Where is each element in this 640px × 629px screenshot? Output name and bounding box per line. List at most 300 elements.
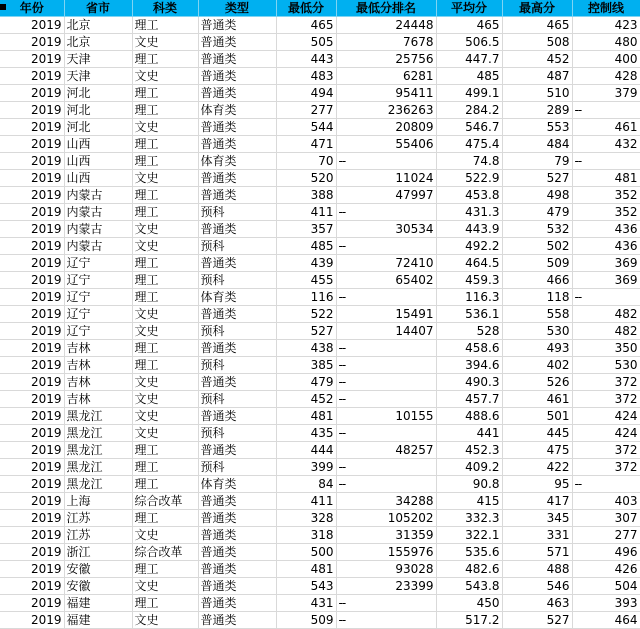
cell-control-line[interactable]: -- (572, 102, 640, 119)
cell-province[interactable]: 浙江 (64, 544, 132, 561)
cell-min-score[interactable]: 438 (276, 340, 336, 357)
cell-year[interactable]: 2019 (0, 136, 64, 153)
cell-min-score[interactable]: 471 (276, 136, 336, 153)
cell-year[interactable]: 2019 (0, 102, 64, 119)
cell-year[interactable]: 2019 (0, 374, 64, 391)
cell-province[interactable]: 辽宁 (64, 289, 132, 306)
header-min-score[interactable]: 最低分 (276, 0, 336, 17)
cell-type[interactable]: 普通类 (198, 340, 276, 357)
header-year[interactable]: 年份 (0, 0, 64, 17)
cell-year[interactable]: 2019 (0, 391, 64, 408)
cell-min-score[interactable]: 483 (276, 68, 336, 85)
cell-province[interactable]: 辽宁 (64, 255, 132, 272)
cell-min-rank[interactable]: -- (336, 357, 436, 374)
cell-type[interactable]: 预科 (198, 391, 276, 408)
cell-min-rank[interactable]: 6281 (336, 68, 436, 85)
cell-min-score[interactable]: 443 (276, 51, 336, 68)
cell-control-line[interactable]: -- (572, 153, 640, 170)
header-max-score[interactable]: 最高分 (502, 0, 572, 17)
cell-min-rank[interactable]: 105202 (336, 510, 436, 527)
cell-min-rank[interactable]: 65402 (336, 272, 436, 289)
cell-control-line[interactable]: 481 (572, 170, 640, 187)
cell-province[interactable]: 辽宁 (64, 323, 132, 340)
cell-province[interactable]: 山西 (64, 153, 132, 170)
cell-max-score[interactable]: 553 (502, 119, 572, 136)
cell-min-score[interactable]: 357 (276, 221, 336, 238)
cell-year[interactable]: 2019 (0, 238, 64, 255)
cell-control-line[interactable]: 428 (572, 68, 640, 85)
cell-subject[interactable]: 文史 (132, 527, 198, 544)
cell-max-score[interactable]: 558 (502, 306, 572, 323)
cell-type[interactable]: 普通类 (198, 34, 276, 51)
cell-subject[interactable]: 理工 (132, 340, 198, 357)
cell-subject[interactable]: 综合改革 (132, 493, 198, 510)
cell-subject[interactable]: 文史 (132, 170, 198, 187)
cell-min-score[interactable]: 494 (276, 85, 336, 102)
cell-type[interactable]: 普通类 (198, 187, 276, 204)
cell-province[interactable]: 福建 (64, 612, 132, 629)
cell-type[interactable]: 普通类 (198, 374, 276, 391)
cell-subject[interactable]: 理工 (132, 476, 198, 493)
cell-province[interactable]: 吉林 (64, 357, 132, 374)
cell-control-line[interactable]: 277 (572, 527, 640, 544)
cell-control-line[interactable]: 400 (572, 51, 640, 68)
cell-max-score[interactable]: 445 (502, 425, 572, 442)
cell-subject[interactable]: 理工 (132, 442, 198, 459)
cell-control-line[interactable]: 307 (572, 510, 640, 527)
cell-min-score[interactable]: 500 (276, 544, 336, 561)
cell-year[interactable]: 2019 (0, 340, 64, 357)
cell-type[interactable]: 预科 (198, 238, 276, 255)
cell-avg-score[interactable]: 488.6 (436, 408, 502, 425)
cell-max-score[interactable]: 289 (502, 102, 572, 119)
cell-subject[interactable]: 理工 (132, 289, 198, 306)
cell-province[interactable]: 上海 (64, 493, 132, 510)
cell-year[interactable]: 2019 (0, 119, 64, 136)
cell-max-score[interactable]: 527 (502, 612, 572, 629)
cell-subject[interactable]: 文史 (132, 221, 198, 238)
cell-min-score[interactable]: 444 (276, 442, 336, 459)
cell-avg-score[interactable]: 528 (436, 323, 502, 340)
cell-min-rank[interactable]: -- (336, 425, 436, 442)
cell-control-line[interactable]: 369 (572, 255, 640, 272)
cell-min-score[interactable]: 455 (276, 272, 336, 289)
cell-min-rank[interactable]: 20809 (336, 119, 436, 136)
cell-max-score[interactable]: 546 (502, 578, 572, 595)
cell-min-rank[interactable]: 236263 (336, 102, 436, 119)
cell-year[interactable]: 2019 (0, 306, 64, 323)
cell-avg-score[interactable]: 492.2 (436, 238, 502, 255)
cell-year[interactable]: 2019 (0, 595, 64, 612)
cell-province[interactable]: 江苏 (64, 510, 132, 527)
cell-min-score[interactable]: 70 (276, 153, 336, 170)
cell-type[interactable]: 普通类 (198, 255, 276, 272)
cell-province[interactable]: 吉林 (64, 340, 132, 357)
cell-year[interactable]: 2019 (0, 289, 64, 306)
cell-control-line[interactable]: 393 (572, 595, 640, 612)
cell-max-score[interactable]: 493 (502, 340, 572, 357)
cell-subject[interactable]: 理工 (132, 561, 198, 578)
cell-year[interactable]: 2019 (0, 170, 64, 187)
cell-province[interactable]: 河北 (64, 119, 132, 136)
cell-min-score[interactable]: 522 (276, 306, 336, 323)
cell-min-score[interactable]: 481 (276, 408, 336, 425)
cell-avg-score[interactable]: 332.3 (436, 510, 502, 527)
cell-type[interactable]: 普通类 (198, 68, 276, 85)
cell-province[interactable]: 安徽 (64, 561, 132, 578)
cell-min-rank[interactable]: 15491 (336, 306, 436, 323)
cell-type[interactable]: 普通类 (198, 442, 276, 459)
cell-max-score[interactable]: 527 (502, 170, 572, 187)
cell-min-rank[interactable]: 55406 (336, 136, 436, 153)
cell-min-rank[interactable]: -- (336, 612, 436, 629)
cell-year[interactable]: 2019 (0, 408, 64, 425)
cell-min-rank[interactable]: 34288 (336, 493, 436, 510)
cell-avg-score[interactable]: 499.1 (436, 85, 502, 102)
cell-province[interactable]: 吉林 (64, 391, 132, 408)
cell-max-score[interactable]: 488 (502, 561, 572, 578)
cell-min-rank[interactable]: 72410 (336, 255, 436, 272)
cell-max-score[interactable]: 484 (502, 136, 572, 153)
cell-control-line[interactable]: 424 (572, 425, 640, 442)
cell-min-score[interactable]: 431 (276, 595, 336, 612)
cell-year[interactable]: 2019 (0, 204, 64, 221)
cell-avg-score[interactable]: 482.6 (436, 561, 502, 578)
cell-min-score[interactable]: 385 (276, 357, 336, 374)
cell-control-line[interactable]: 461 (572, 119, 640, 136)
cell-province[interactable]: 福建 (64, 595, 132, 612)
cell-year[interactable]: 2019 (0, 255, 64, 272)
cell-province[interactable]: 黑龙江 (64, 459, 132, 476)
cell-province[interactable]: 山西 (64, 136, 132, 153)
cell-min-rank[interactable]: 11024 (336, 170, 436, 187)
cell-max-score[interactable]: 95 (502, 476, 572, 493)
cell-province[interactable]: 北京 (64, 17, 132, 34)
cell-province[interactable]: 内蒙古 (64, 221, 132, 238)
cell-year[interactable]: 2019 (0, 459, 64, 476)
cell-province[interactable]: 江苏 (64, 527, 132, 544)
cell-min-rank[interactable]: 31359 (336, 527, 436, 544)
cell-subject[interactable]: 理工 (132, 51, 198, 68)
cell-type[interactable]: 预科 (198, 425, 276, 442)
cell-avg-score[interactable]: 453.8 (436, 187, 502, 204)
cell-avg-score[interactable]: 452.3 (436, 442, 502, 459)
cell-type[interactable]: 普通类 (198, 51, 276, 68)
cell-type[interactable]: 体育类 (198, 102, 276, 119)
cell-control-line[interactable]: 369 (572, 272, 640, 289)
cell-province[interactable]: 山西 (64, 170, 132, 187)
cell-avg-score[interactable]: 431.3 (436, 204, 502, 221)
cell-max-score[interactable]: 498 (502, 187, 572, 204)
cell-type[interactable]: 普通类 (198, 561, 276, 578)
cell-year[interactable]: 2019 (0, 51, 64, 68)
cell-type[interactable]: 普通类 (198, 493, 276, 510)
cell-type[interactable]: 普通类 (198, 510, 276, 527)
cell-min-rank[interactable]: 155976 (336, 544, 436, 561)
cell-control-line[interactable]: 372 (572, 442, 640, 459)
cell-year[interactable]: 2019 (0, 442, 64, 459)
cell-type[interactable]: 预科 (198, 204, 276, 221)
cell-max-score[interactable]: 571 (502, 544, 572, 561)
cell-avg-score[interactable]: 465 (436, 17, 502, 34)
cell-control-line[interactable]: 530 (572, 357, 640, 374)
cell-subject[interactable]: 文史 (132, 238, 198, 255)
cell-avg-score[interactable]: 409.2 (436, 459, 502, 476)
cell-province[interactable]: 辽宁 (64, 306, 132, 323)
cell-min-rank[interactable]: 93028 (336, 561, 436, 578)
cell-year[interactable]: 2019 (0, 476, 64, 493)
cell-subject[interactable]: 理工 (132, 136, 198, 153)
cell-max-score[interactable]: 501 (502, 408, 572, 425)
cell-year[interactable]: 2019 (0, 493, 64, 510)
cell-subject[interactable]: 文史 (132, 425, 198, 442)
cell-subject[interactable]: 理工 (132, 255, 198, 272)
cell-subject[interactable]: 文史 (132, 408, 198, 425)
cell-control-line[interactable]: 426 (572, 561, 640, 578)
cell-control-line[interactable]: 504 (572, 578, 640, 595)
cell-max-score[interactable]: 465 (502, 17, 572, 34)
cell-control-line[interactable]: 372 (572, 459, 640, 476)
cell-max-score[interactable]: 463 (502, 595, 572, 612)
cell-control-line[interactable]: 379 (572, 85, 640, 102)
cell-year[interactable]: 2019 (0, 323, 64, 340)
cell-control-line[interactable]: 372 (572, 374, 640, 391)
cell-max-score[interactable]: 510 (502, 85, 572, 102)
cell-province[interactable]: 辽宁 (64, 272, 132, 289)
cell-type[interactable]: 预科 (198, 323, 276, 340)
cell-subject[interactable]: 理工 (132, 153, 198, 170)
cell-min-rank[interactable]: 95411 (336, 85, 436, 102)
cell-subject[interactable]: 综合改革 (132, 544, 198, 561)
cell-avg-score[interactable]: 475.4 (436, 136, 502, 153)
cell-year[interactable]: 2019 (0, 153, 64, 170)
cell-avg-score[interactable]: 459.3 (436, 272, 502, 289)
cell-year[interactable]: 2019 (0, 68, 64, 85)
header-type[interactable]: 类型 (198, 0, 276, 17)
cell-year[interactable]: 2019 (0, 510, 64, 527)
cell-type[interactable]: 预科 (198, 459, 276, 476)
cell-province[interactable]: 黑龙江 (64, 476, 132, 493)
cell-min-rank[interactable]: 14407 (336, 323, 436, 340)
cell-subject[interactable]: 理工 (132, 102, 198, 119)
cell-min-rank[interactable]: 24448 (336, 17, 436, 34)
cell-type[interactable]: 普通类 (198, 408, 276, 425)
cell-year[interactable]: 2019 (0, 612, 64, 629)
cell-max-score[interactable]: 487 (502, 68, 572, 85)
cell-type[interactable]: 普通类 (198, 85, 276, 102)
cell-avg-score[interactable]: 394.6 (436, 357, 502, 374)
header-control-line[interactable]: 控制线 (572, 0, 640, 17)
cell-min-score[interactable]: 544 (276, 119, 336, 136)
cell-min-rank[interactable]: -- (336, 595, 436, 612)
cell-subject[interactable]: 理工 (132, 272, 198, 289)
cell-avg-score[interactable]: 536.1 (436, 306, 502, 323)
cell-type[interactable]: 普通类 (198, 221, 276, 238)
cell-subject[interactable]: 理工 (132, 204, 198, 221)
cell-max-score[interactable]: 532 (502, 221, 572, 238)
cell-type[interactable]: 普通类 (198, 17, 276, 34)
cell-year[interactable]: 2019 (0, 578, 64, 595)
cell-year[interactable]: 2019 (0, 34, 64, 51)
cell-type[interactable]: 普通类 (198, 136, 276, 153)
cell-min-score[interactable]: 328 (276, 510, 336, 527)
cell-province[interactable]: 安徽 (64, 578, 132, 595)
cell-min-score[interactable]: 452 (276, 391, 336, 408)
cell-province[interactable]: 内蒙古 (64, 238, 132, 255)
cell-min-rank[interactable]: 48257 (336, 442, 436, 459)
cell-type[interactable]: 普通类 (198, 595, 276, 612)
cell-year[interactable]: 2019 (0, 272, 64, 289)
cell-control-line[interactable]: 372 (572, 391, 640, 408)
cell-type[interactable]: 普通类 (198, 544, 276, 561)
cell-min-rank[interactable]: 10155 (336, 408, 436, 425)
cell-avg-score[interactable]: 464.5 (436, 255, 502, 272)
cell-min-rank[interactable]: 23399 (336, 578, 436, 595)
cell-min-score[interactable]: 509 (276, 612, 336, 629)
cell-control-line[interactable]: 424 (572, 408, 640, 425)
cell-control-line[interactable]: 482 (572, 306, 640, 323)
cell-subject[interactable]: 文史 (132, 612, 198, 629)
cell-min-score[interactable]: 465 (276, 17, 336, 34)
header-avg-score[interactable]: 平均分 (436, 0, 502, 17)
cell-control-line[interactable]: 423 (572, 17, 640, 34)
cell-province[interactable]: 吉林 (64, 374, 132, 391)
cell-year[interactable]: 2019 (0, 357, 64, 374)
cell-subject[interactable]: 文史 (132, 578, 198, 595)
cell-min-score[interactable]: 116 (276, 289, 336, 306)
cell-control-line[interactable]: 352 (572, 204, 640, 221)
cell-min-rank[interactable]: -- (336, 289, 436, 306)
cell-subject[interactable]: 文史 (132, 68, 198, 85)
cell-year[interactable]: 2019 (0, 544, 64, 561)
cell-year[interactable]: 2019 (0, 425, 64, 442)
cell-province[interactable]: 内蒙古 (64, 187, 132, 204)
cell-subject[interactable]: 文史 (132, 391, 198, 408)
cell-min-score[interactable]: 520 (276, 170, 336, 187)
cell-avg-score[interactable]: 116.3 (436, 289, 502, 306)
cell-avg-score[interactable]: 90.8 (436, 476, 502, 493)
cell-avg-score[interactable]: 443.9 (436, 221, 502, 238)
cell-avg-score[interactable]: 506.5 (436, 34, 502, 51)
cell-control-line[interactable]: 482 (572, 323, 640, 340)
cell-max-score[interactable]: 118 (502, 289, 572, 306)
cell-province[interactable]: 黑龙江 (64, 425, 132, 442)
cell-min-rank[interactable]: -- (336, 476, 436, 493)
cell-max-score[interactable]: 466 (502, 272, 572, 289)
cell-type[interactable]: 普通类 (198, 170, 276, 187)
cell-avg-score[interactable]: 522.9 (436, 170, 502, 187)
cell-control-line[interactable]: 496 (572, 544, 640, 561)
cell-avg-score[interactable]: 74.8 (436, 153, 502, 170)
cell-max-score[interactable]: 509 (502, 255, 572, 272)
cell-control-line[interactable]: 436 (572, 221, 640, 238)
cell-max-score[interactable]: 526 (502, 374, 572, 391)
cell-avg-score[interactable]: 458.6 (436, 340, 502, 357)
cell-avg-score[interactable]: 284.2 (436, 102, 502, 119)
cell-min-score[interactable]: 277 (276, 102, 336, 119)
cell-subject[interactable]: 理工 (132, 459, 198, 476)
cell-max-score[interactable]: 461 (502, 391, 572, 408)
cell-type[interactable]: 普通类 (198, 119, 276, 136)
cell-max-score[interactable]: 345 (502, 510, 572, 527)
cell-avg-score[interactable]: 543.8 (436, 578, 502, 595)
header-min-rank[interactable]: 最低分排名 (336, 0, 436, 17)
cell-province[interactable]: 天津 (64, 51, 132, 68)
cell-year[interactable]: 2019 (0, 187, 64, 204)
cell-avg-score[interactable]: 450 (436, 595, 502, 612)
cell-type[interactable]: 预科 (198, 272, 276, 289)
cell-year[interactable]: 2019 (0, 221, 64, 238)
cell-control-line[interactable]: 350 (572, 340, 640, 357)
cell-control-line[interactable]: 480 (572, 34, 640, 51)
cell-min-score[interactable]: 411 (276, 204, 336, 221)
cell-min-rank[interactable]: 30534 (336, 221, 436, 238)
cell-avg-score[interactable]: 415 (436, 493, 502, 510)
cell-subject[interactable]: 文史 (132, 306, 198, 323)
cell-year[interactable]: 2019 (0, 85, 64, 102)
cell-avg-score[interactable]: 322.1 (436, 527, 502, 544)
cell-max-score[interactable]: 417 (502, 493, 572, 510)
cell-type[interactable]: 体育类 (198, 289, 276, 306)
cell-avg-score[interactable]: 517.2 (436, 612, 502, 629)
cell-min-score[interactable]: 84 (276, 476, 336, 493)
cell-control-line[interactable]: 432 (572, 136, 640, 153)
cell-control-line[interactable]: -- (572, 289, 640, 306)
cell-min-rank[interactable]: 7678 (336, 34, 436, 51)
cell-min-rank[interactable]: -- (336, 153, 436, 170)
cell-type[interactable]: 预科 (198, 357, 276, 374)
cell-max-score[interactable]: 452 (502, 51, 572, 68)
cell-subject[interactable]: 理工 (132, 187, 198, 204)
cell-min-rank[interactable]: -- (336, 238, 436, 255)
cell-min-score[interactable]: 485 (276, 238, 336, 255)
header-province[interactable]: 省市 (64, 0, 132, 17)
cell-min-score[interactable]: 318 (276, 527, 336, 544)
cell-min-rank[interactable]: -- (336, 374, 436, 391)
cell-avg-score[interactable]: 490.3 (436, 374, 502, 391)
cell-max-score[interactable]: 479 (502, 204, 572, 221)
cell-avg-score[interactable]: 485 (436, 68, 502, 85)
cell-max-score[interactable]: 422 (502, 459, 572, 476)
cell-max-score[interactable]: 508 (502, 34, 572, 51)
cell-avg-score[interactable]: 535.6 (436, 544, 502, 561)
cell-subject[interactable]: 理工 (132, 17, 198, 34)
cell-province[interactable]: 河北 (64, 85, 132, 102)
cell-year[interactable]: 2019 (0, 527, 64, 544)
cell-subject[interactable]: 文史 (132, 323, 198, 340)
header-subject[interactable]: 科类 (132, 0, 198, 17)
cell-min-rank[interactable]: 25756 (336, 51, 436, 68)
cell-avg-score[interactable]: 447.7 (436, 51, 502, 68)
cell-min-rank[interactable]: -- (336, 340, 436, 357)
cell-subject[interactable]: 文史 (132, 34, 198, 51)
cell-subject[interactable]: 理工 (132, 85, 198, 102)
cell-max-score[interactable]: 402 (502, 357, 572, 374)
cell-min-score[interactable]: 411 (276, 493, 336, 510)
cell-min-score[interactable]: 505 (276, 34, 336, 51)
cell-max-score[interactable]: 530 (502, 323, 572, 340)
cell-province[interactable]: 黑龙江 (64, 408, 132, 425)
cell-subject[interactable]: 文史 (132, 374, 198, 391)
cell-min-rank[interactable]: -- (336, 459, 436, 476)
cell-control-line[interactable]: -- (572, 476, 640, 493)
cell-control-line[interactable]: 436 (572, 238, 640, 255)
cell-year[interactable]: 2019 (0, 561, 64, 578)
cell-min-score[interactable]: 527 (276, 323, 336, 340)
cell-avg-score[interactable]: 457.7 (436, 391, 502, 408)
cell-subject[interactable]: 理工 (132, 510, 198, 527)
cell-province[interactable]: 北京 (64, 34, 132, 51)
